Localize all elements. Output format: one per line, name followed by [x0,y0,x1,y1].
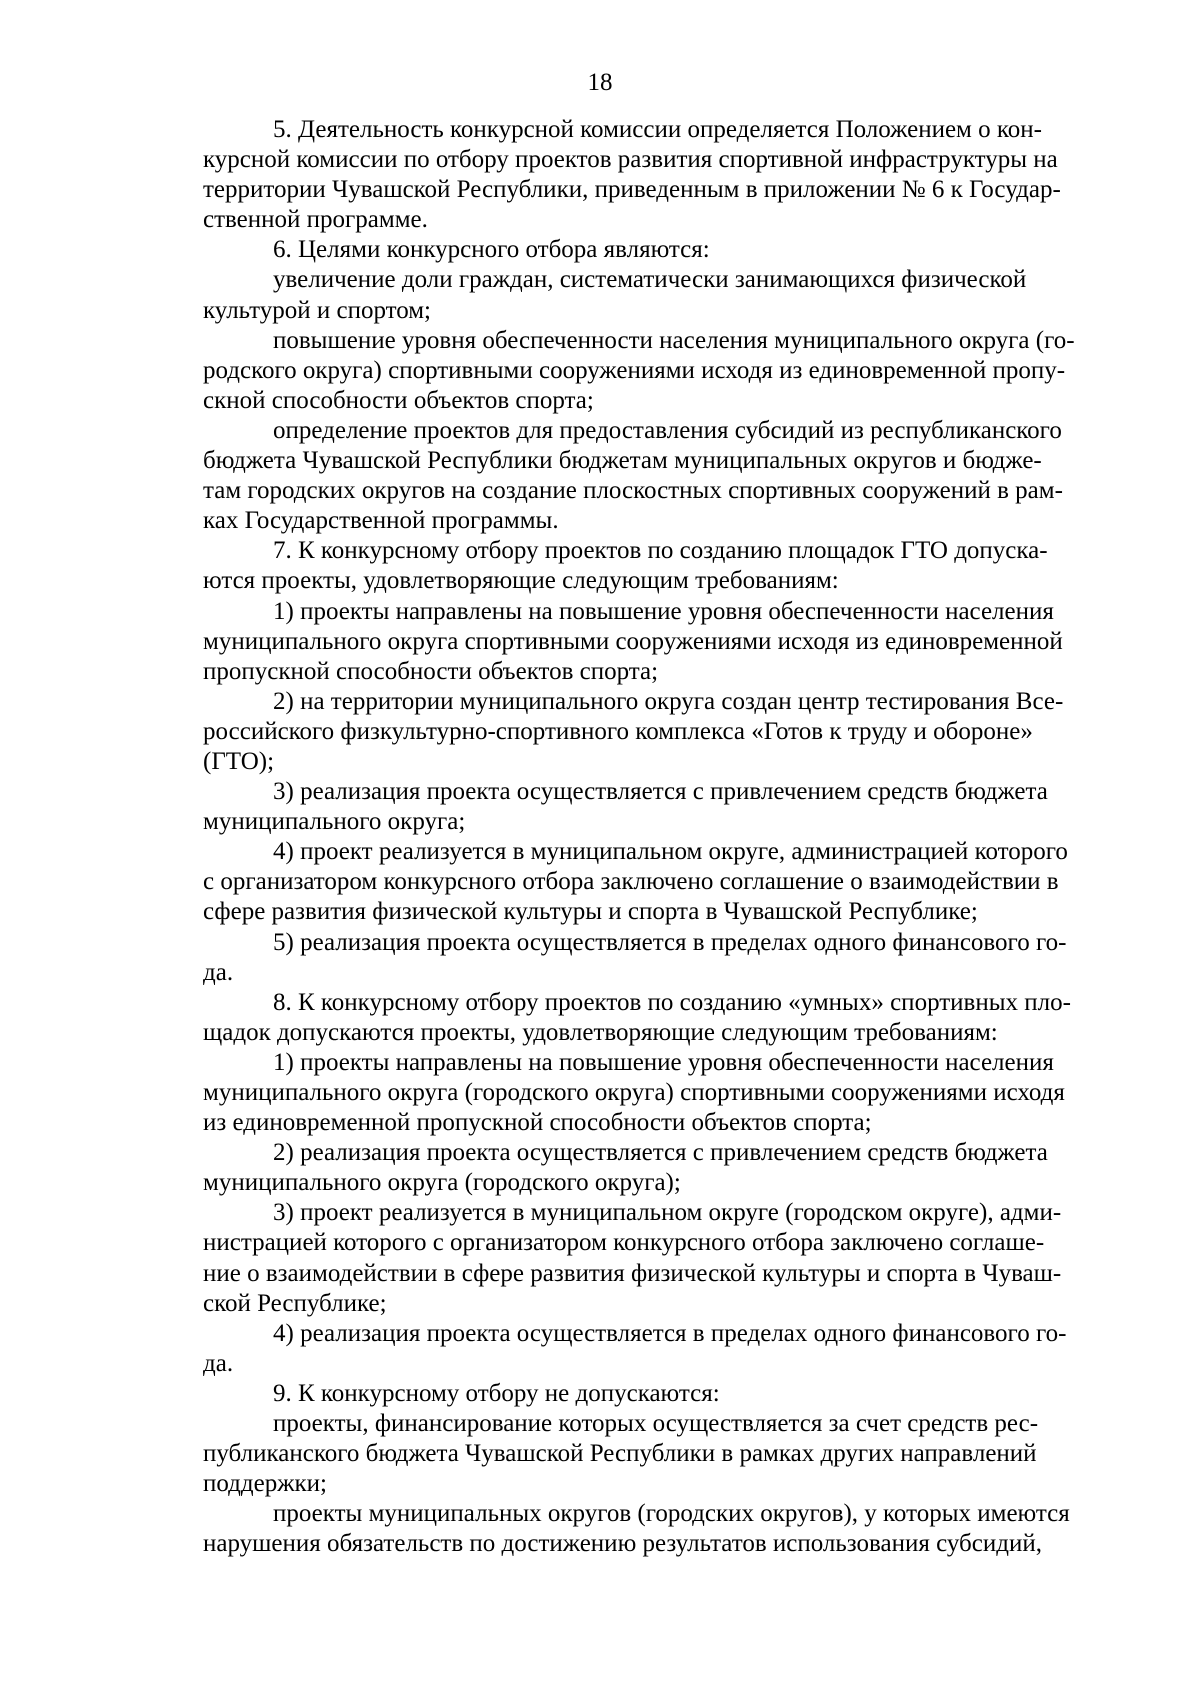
paragraph-6-goals-heading: 6. Целями конкурсного отбора являются: [273,236,710,264]
requirement-item: 4) проект реализуется в муниципальном округе, администрацией которого с организатором конкурсного отбора заключено соглашение о взаимодействии в сфере развития физической культуры и спорта в Чувашской Республике; [203,838,1068,926]
requirement-item: 5) реализация проекта осуществляется в пределах одного финансового го- да. [203,928,1067,986]
requirement-item: 2) реализация проекта осуществляется с привлечением средств бюджета муниципального округа (городского округа); [203,1139,1048,1197]
requirement-item: 3) реализация проекта осуществляется с привлечением средств бюджета муниципального округа; [203,778,1048,836]
requirement-item: 2) на территории муниципального округа создан центр тестирования Все- российского физкультурно-спортивного комплекса «Готов к труду и обороне» (ГТО); [203,687,1064,775]
document-body [203,115,1123,1560]
goal-item: определение проектов для предоставления субсидий из республиканского бюджета Чувашской Республики бюджетам муниципальных округов и бюдже- там городских округов на создание плоскостных спортивных сооружений в рам- ках Государственной программы. [203,416,1063,535]
requirement-item: 3) проект реализуется в муниципальном округе (городском округе), адми- нистрацией которого с организатором конкурсного отбора заключено соглаше- ние о взаимодействии в сфере развития физической культуры и спорта в Чуваш- ской Республике; [203,1199,1062,1317]
page-number: 18 [587,69,613,96]
paragraph-8-smart-requirements: 8. К конкурсному отбору проектов по созданию «умных» спортивных пло- щадок допускаются проекты, удовлетворяющие следующим требованиям: [203,988,1071,1046]
requirement-item: 4) реализация проекта осуществляется в пределах одного финансового го- да. [203,1319,1067,1377]
paragraph-7-gto-requirements: 7. К конкурсному отбору проектов по созданию площадок ГТО допуска- ются проекты, удовлетворяющие следующим требованиям: [203,537,1048,595]
exclusion-item: проекты, финансирование которых осуществляется за счет средств рес- публиканского бюджета Чувашской Республики в рамках других направлений поддержки; [203,1410,1039,1498]
goal-item: увеличение доли граждан, систематически занимающихся физической культурой и спортом; [203,266,1027,324]
requirement-item: 1) проекты направлены на повышение уровня обеспеченности населения муниципального округа спортивными сооружениями исходя из единовременной пропускной способности объектов спорта; [203,597,1063,685]
paragraph-5-commission: 5. Деятельность конкурсной комиссии определяется Положением о кон- курсной комиссии по отбору проектов развития спортивной инфраструктуры на территории Чувашской Республики, приведенным в приложении № 6 к Государ- ственной программе. [203,116,1061,234]
requirement-item: 1) проекты направлены на повышение уровня обеспеченности населения муниципального округа (городского округа) спортивными сооружениями исходя из единовременной пропускной способности объектов спорта; [203,1048,1065,1137]
goal-item: повышение уровня обеспеченности населения муниципального округа (го- родского округа) спортивными сооружениями исходя из единовременной пропу- скной способности объектов спорта; [203,326,1075,414]
paragraph-9-exclusions-heading: 9. К конкурсному отбору не допускаются: [273,1379,720,1407]
exclusion-item: проекты муниципальных округов (городских округов), у которых имеются нарушения обязательств по достижению результатов использования субсидий, [203,1500,1070,1558]
